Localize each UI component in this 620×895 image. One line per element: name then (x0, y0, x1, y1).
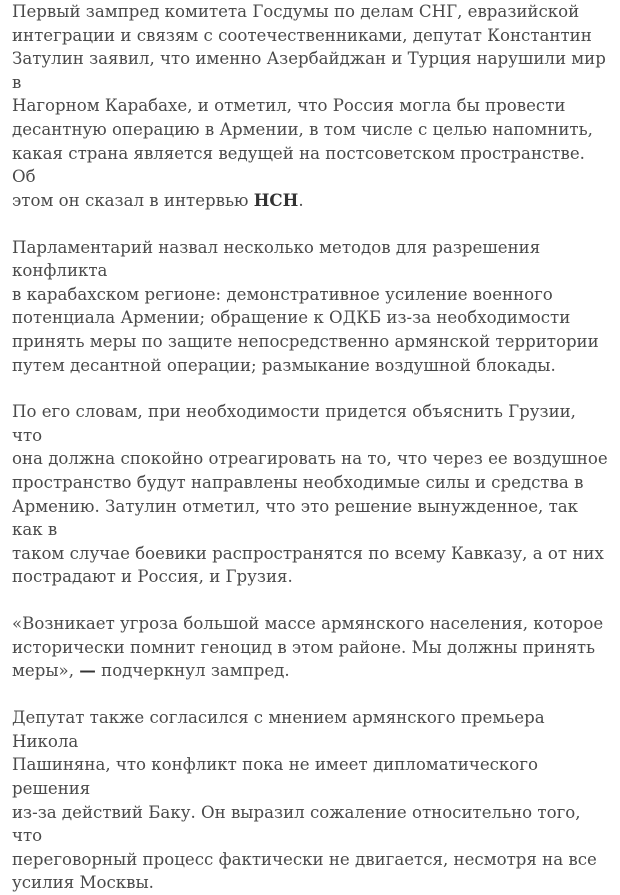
paragraph-1-end: . (298, 190, 304, 210)
paragraph-5: Депутат также согласился с мнением армянского премьера Никола Пашиняна, что конфликт пока не имеет дипломатического решения из-за действий Баку. Он выразил сожаление относительно того, что переговорный процесс фактически не двигается, несмотря на все усилия Москвы. (12, 708, 597, 893)
paragraph-1 (12, 0, 608, 212)
source-link[interactable]: НСН (253, 189, 299, 210)
quote-dash: — (79, 660, 96, 681)
paragraph-4-quote (12, 612, 608, 683)
paragraph-2: Парламентарий назвал несколько методов для разрешения конфликта в карабахском регионе: демонстративное усиление военного потенциала Армении; обращение к ОДКБ из-за необходимости принять меры по защите непосредственно армянской территории путем десантной операции; размыкание воздушной блокады. (12, 237, 599, 375)
paragraph-1-text: Первый зампред комитета Госдумы по делам СНГ, евразийской интеграции и связям с соотечественниками, депутат Константин Затулин заявил, что именно Азербайджан и Турция нарушили мир в Нагорном Карабахе, и отметил, что Россия могла бы провести десантную операцию в Армении, в том числе с целью напомнить, какая страна является ведущей на постсоветском пространстве. Об этом он сказал в интервью (12, 2, 606, 210)
quote-attribution: подчеркнул зампред. (95, 661, 290, 681)
quote-text: «Возникает угроза большой массе армянского населения, которое исторически помнит геноцид в этом районе. Мы должны принять меры», (12, 614, 604, 681)
paragraph-3: По его словам, при необходимости придется объяснить Грузии, что она должна спокойно отреагировать на то, что через ее воздушное пространство будут направлены необходимые силы и средства в Армению. Затулин отметил, что это решение вынужденное, так как в таком случае боевики распространятся по всему Кавказу, а от них пострадают и Россия, и Грузия. (12, 402, 608, 587)
